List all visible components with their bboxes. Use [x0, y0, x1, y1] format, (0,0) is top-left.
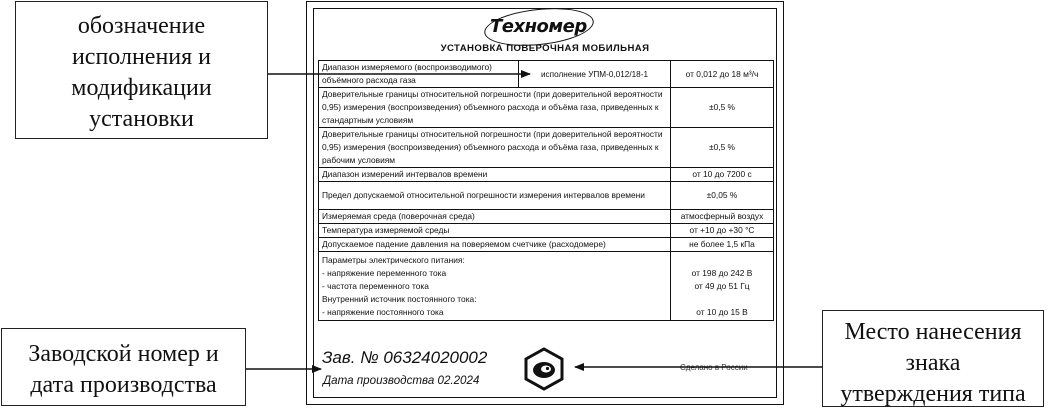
- callout-line: установки: [89, 106, 194, 132]
- param-cell: Доверительные границы относительной погрешности (при доверительной вероятности 0,95) измерения (воспроизведения) объемного расхода и объёма газа, приведенных к рабочим условиям: [319, 128, 671, 168]
- callout-line: дата производства: [30, 372, 217, 398]
- callout-line: Заводской номер и: [28, 341, 219, 367]
- table-row: [319, 61, 774, 88]
- power-value: [674, 293, 770, 306]
- param-cell: Измеряемая среда (поверочная среда): [319, 210, 671, 224]
- callout-line: исполнения и: [71, 44, 212, 70]
- plate-title: УСТАНОВКА ПОВЕРОЧНАЯ МОБИЛЬНАЯ: [440, 43, 650, 54]
- power-line: - частота переменного тока: [322, 280, 429, 291]
- production-date: Дата производства 02.2024: [323, 374, 480, 387]
- spec-table: [318, 60, 774, 321]
- callout-line: утверждения типа: [840, 381, 1026, 407]
- param-cell: Предел допускаемой относительной погрешности измерения интервалов времени: [319, 182, 671, 210]
- table-row: [319, 210, 774, 224]
- param-cell: Допускаемое падение давления на поверяемом счетчике (расходомере): [319, 238, 671, 252]
- brand-logo: [490, 15, 586, 39]
- table-row: [319, 168, 774, 182]
- param-cell: Доверительные границы относительной погрешности (при доверительной вероятности 0,95) измерения (воспроизведения) объемного расхода и объёма газа, приведенных к стандартным условиям: [319, 88, 671, 128]
- value-cell: от 0,012 до 18 м³/ч: [671, 61, 774, 88]
- power-line: Внутренний источник постоянного тока:: [322, 293, 477, 304]
- callout-line: модификации: [71, 75, 212, 101]
- value-cell: атмосферный воздух: [671, 210, 774, 224]
- power-value: от 198 до 242 В: [691, 267, 753, 278]
- power-value: от 49 до 51 Гц: [694, 280, 750, 291]
- table-row: [319, 238, 774, 252]
- power-value: [674, 254, 770, 267]
- value-cell: ±0,5 %: [671, 128, 774, 168]
- table-row: [319, 252, 774, 321]
- power-param-cell: [319, 252, 671, 321]
- param-cell: Диапазон измеряемого (воспроизводимого) объёмного расхода газа: [319, 61, 519, 88]
- modification-cell: исполнение УПМ-0,012/18-1: [519, 61, 671, 88]
- value-cell: не более 1,5 кПа: [671, 238, 774, 252]
- callout-modification: [15, 1, 268, 139]
- callout-line: знака: [905, 350, 961, 376]
- power-value-cell: [671, 252, 774, 321]
- param-cell: Диапазон измерений интервалов времени: [319, 168, 671, 182]
- serial-number: Зав. № 06324020002: [322, 348, 488, 367]
- power-value: от 10 до 15 В: [696, 306, 748, 317]
- power-line: - напряжение переменного тока: [322, 267, 447, 278]
- value-cell: от +10 до +30 °С: [671, 224, 774, 238]
- param-cell: Температура измеряемой среды: [319, 224, 671, 238]
- table-row: [319, 182, 774, 210]
- callout-approval-mark: [822, 310, 1044, 407]
- power-line: Параметры электрического питания:: [322, 254, 465, 265]
- value-cell: ±0,05 %: [671, 182, 774, 210]
- callout-line: Место нанесения: [844, 319, 1022, 345]
- table-row: [319, 88, 774, 128]
- value-cell: ±0,5 %: [671, 88, 774, 128]
- callout-serial: [1, 328, 246, 406]
- power-line: - напряжение постоянного тока: [322, 306, 444, 317]
- logo-text: Технoмер: [490, 16, 587, 37]
- made-in-label: Сделано в России: [680, 363, 748, 372]
- table-row: [319, 224, 774, 238]
- approval-mark-icon: [522, 347, 566, 391]
- callout-line: обозначение: [77, 13, 206, 39]
- value-cell: от 10 до 7200 с: [671, 168, 774, 182]
- table-row: [319, 128, 774, 168]
